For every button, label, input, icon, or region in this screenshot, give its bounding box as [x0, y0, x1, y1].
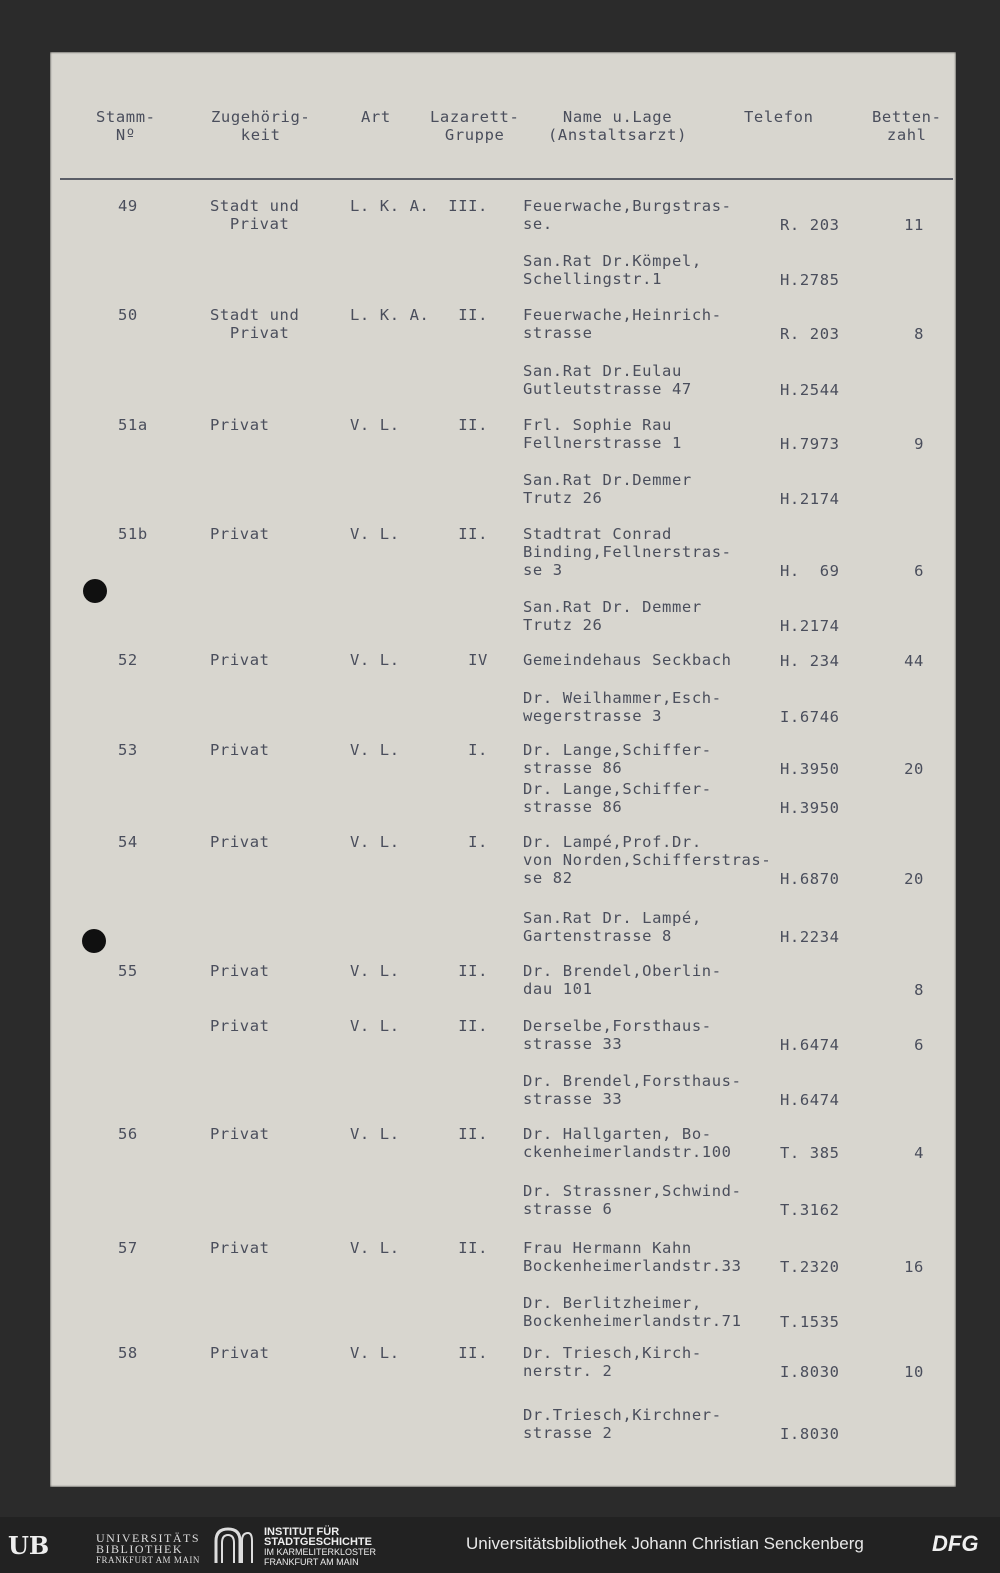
cell-nr: 52 — [118, 651, 138, 669]
cell-zug: Privat — [210, 651, 270, 669]
cell-bet: 4 — [914, 1144, 924, 1162]
cell-bet: 11 — [904, 216, 924, 234]
cell-zug: Privat — [210, 1125, 270, 1143]
cell-gr: II. — [458, 1344, 488, 1362]
cell-zug: Privat — [210, 1344, 270, 1362]
header-bettenzahl: Betten- zahl — [872, 108, 942, 144]
cell-name: San.Rat Dr. Demmer Trutz 26 — [523, 598, 702, 634]
cell-art: V. L. — [350, 1125, 400, 1143]
cell-name: Dr. Lange,Schiffer- strasse 86 — [523, 741, 712, 777]
cell-name: Frl. Sophie Rau Fellnerstrasse 1 — [523, 416, 682, 452]
cell-tel: H.2174 — [780, 490, 840, 508]
cell-gr: II. — [458, 962, 488, 980]
cell-name: Frau Hermann Kahn Bockenheimerlandstr.33 — [523, 1239, 742, 1275]
inst-line-4: FRANKFURT AM MAIN — [264, 1557, 359, 1567]
inst-line-2: STADTGESCHICHTE — [264, 1536, 372, 1548]
cell-gr: II. — [458, 1017, 488, 1035]
cell-nr: 58 — [118, 1344, 138, 1362]
header-zugehoerigkeit: Zugehörig- keit — [211, 108, 311, 144]
ub-line-2: BIBLIOTHEK — [96, 1542, 183, 1556]
cell-art: V. L. — [350, 833, 400, 851]
cell-name: Dr. Lampé,Prof.Dr. von Norden,Schifferstras- se 82 — [523, 833, 772, 887]
ub-line-1: UNIVERSITÄTS — [96, 1531, 200, 1545]
cell-name: San.Rat Dr.Eulau Gutleutstrasse 47 — [523, 362, 692, 398]
cell-art: V. L. — [350, 1344, 400, 1362]
header-lazarett-gruppe: Lazarett- Gruppe — [430, 108, 520, 144]
cell-tel: H.2785 — [780, 271, 840, 289]
cell-name: Feuerwache,Burgstras- se. — [523, 197, 732, 233]
cell-bet: 20 — [904, 870, 924, 888]
cell-nr: 50 — [118, 306, 138, 324]
cell-gr: II. — [458, 1125, 488, 1143]
header-art: Art — [361, 108, 391, 126]
cell-art: V. L. — [350, 741, 400, 759]
cell-gr: I. — [468, 833, 488, 851]
cell-tel: T. 385 — [780, 1144, 840, 1162]
cell-nr: 51b — [118, 525, 148, 543]
cell-bet: 6 — [914, 1036, 924, 1054]
cell-name: Dr. Lange,Schiffer- strasse 86 — [523, 780, 712, 816]
cell-bet: 20 — [904, 760, 924, 778]
institut-logo-text — [264, 1527, 376, 1567]
cell-name: Dr. Berlitzheimer, Bockenheimerlandstr.71 — [523, 1294, 742, 1330]
cell-art: L. K. A. — [350, 197, 430, 215]
cell-tel: H.6870 — [780, 870, 840, 888]
cell-name: Dr.Triesch,Kirchner- strasse 2 — [523, 1406, 722, 1442]
cell-zug: Privat — [210, 416, 270, 434]
cell-zug: Stadt und Privat — [210, 197, 300, 233]
cell-gr: IV — [468, 651, 488, 669]
cell-name: Derselbe,Forsthaus- strasse 33 — [523, 1017, 712, 1053]
cell-bet: 9 — [914, 435, 924, 453]
cell-bet: 8 — [914, 325, 924, 343]
cell-bet: 8 — [914, 981, 924, 999]
cell-zug: Privat — [210, 741, 270, 759]
header-stamm: Stamm- Nº — [96, 108, 156, 144]
cell-zug: Privat — [210, 833, 270, 851]
cell-tel: T.1535 — [780, 1313, 840, 1331]
cell-name: Feuerwache,Heinrich- strasse — [523, 306, 722, 342]
punch-hole-upper — [83, 579, 107, 603]
cell-art: V. L. — [350, 525, 400, 543]
cell-nr: 56 — [118, 1125, 138, 1143]
cell-name: San.Rat Dr.Kömpel, Schellingstr.1 — [523, 252, 702, 288]
ub-logo-icon: UB — [8, 1531, 50, 1560]
cell-zug: Stadt und Privat — [210, 306, 300, 342]
cell-tel: H.3950 — [780, 760, 840, 778]
cell-zug: Privat — [210, 1017, 270, 1035]
cell-tel: H. 234 — [780, 652, 840, 670]
cell-name: San.Rat Dr. Lampé, Gartenstrasse 8 — [523, 909, 702, 945]
cell-bet: 16 — [904, 1258, 924, 1276]
cell-bet: 10 — [904, 1363, 924, 1381]
cell-art: L. K. A. — [350, 306, 430, 324]
header-name-lage: Name u.Lage (Anstaltsarzt) — [548, 108, 688, 144]
cell-name: Dr. Triesch,Kirch- nerstr. 2 — [523, 1344, 702, 1380]
cell-zug: Privat — [210, 525, 270, 543]
inst-line-1: INSTITUT FÜR — [264, 1526, 340, 1538]
cell-art: V. L. — [350, 651, 400, 669]
cell-art: V. L. — [350, 1017, 400, 1035]
cell-name: Dr. Strassner,Schwind- strasse 6 — [523, 1182, 742, 1218]
cell-gr: II. — [458, 306, 488, 324]
cell-tel: H.6474 — [780, 1091, 840, 1109]
ub-line-3: FRANKFURT AM MAIN — [96, 1555, 200, 1565]
cell-name: Gemeindehaus Seckbach — [523, 651, 732, 669]
cell-gr: I. — [468, 741, 488, 759]
cell-art: V. L. — [350, 1239, 400, 1257]
cell-nr: 57 — [118, 1239, 138, 1257]
header-divider — [60, 178, 953, 180]
cell-tel: I.6746 — [780, 708, 840, 726]
cell-nr: 49 — [118, 197, 138, 215]
punch-hole-lower — [82, 929, 106, 953]
cell-tel: H.7973 — [780, 435, 840, 453]
cell-tel: I.8030 — [780, 1425, 840, 1443]
ub-logo-text — [96, 1533, 200, 1566]
cell-nr: 53 — [118, 741, 138, 759]
cell-name: Dr. Weilhammer,Esch- wegerstrasse 3 — [523, 689, 722, 725]
cell-gr: II. — [458, 416, 488, 434]
cell-tel: T.2320 — [780, 1258, 840, 1276]
cell-zug: Privat — [210, 962, 270, 980]
cell-gr: III. — [448, 197, 488, 215]
cell-nr: 51a — [118, 416, 148, 434]
cell-art: V. L. — [350, 416, 400, 434]
cell-bet: 6 — [914, 562, 924, 580]
cell-tel: I.8030 — [780, 1363, 840, 1381]
cell-tel: R. 203 — [780, 325, 840, 343]
cell-nr: 55 — [118, 962, 138, 980]
cell-tel: T.3162 — [780, 1201, 840, 1219]
cell-name: San.Rat Dr.Demmer Trutz 26 — [523, 471, 692, 507]
cell-tel: H. 69 — [780, 562, 840, 580]
cell-nr: 54 — [118, 833, 138, 851]
cell-tel: H.3950 — [780, 799, 840, 817]
institut-arches-icon — [214, 1527, 254, 1565]
inst-line-3: IM KARMELITERKLOSTER — [264, 1547, 377, 1557]
cell-tel: R. 203 — [780, 216, 840, 234]
cell-tel: H.2544 — [780, 381, 840, 399]
cell-art: V. L. — [350, 962, 400, 980]
cell-name: Dr. Brendel,Oberlin- dau 101 — [523, 962, 722, 998]
header-telefon: Telefon — [744, 108, 814, 126]
cell-bet: 44 — [904, 652, 924, 670]
footer-title: Universitätsbibliothek Johann Christian Senckenberg — [466, 1534, 864, 1553]
cell-name: Stadtrat Conrad Binding,Fellnerstras- se 3 — [523, 525, 732, 579]
cell-name: Dr. Brendel,Forsthaus- strasse 33 — [523, 1072, 742, 1108]
cell-tel: H.2174 — [780, 617, 840, 635]
cell-tel: H.6474 — [780, 1036, 840, 1054]
cell-tel: H.2234 — [780, 928, 840, 946]
dfg-logo: DFG — [932, 1531, 979, 1556]
cell-name: Dr. Hallgarten, Bo- ckenheimerlandstr.100 — [523, 1125, 732, 1161]
cell-gr: II. — [458, 1239, 488, 1257]
cell-zug: Privat — [210, 1239, 270, 1257]
cell-gr: II. — [458, 525, 488, 543]
